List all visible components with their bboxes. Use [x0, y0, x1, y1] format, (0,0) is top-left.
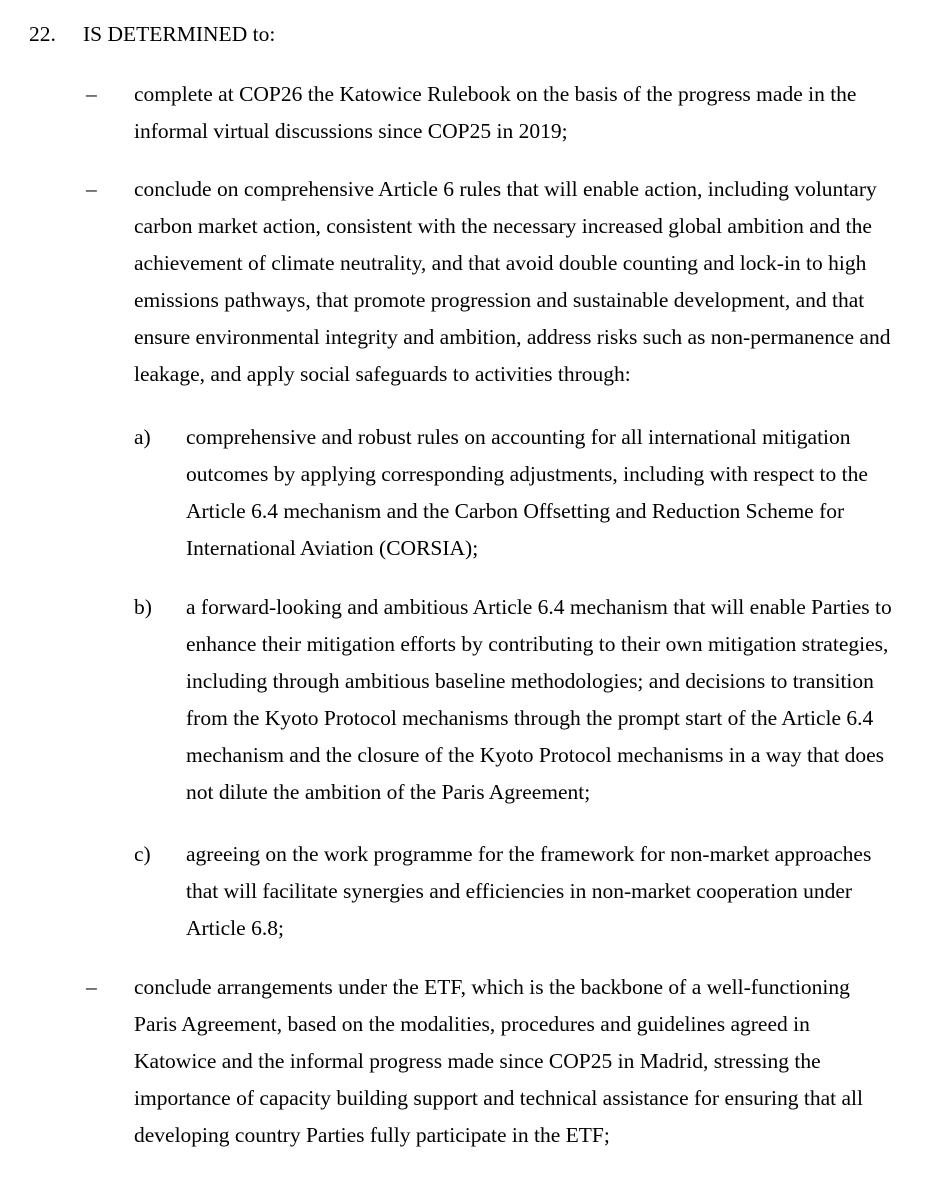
dash-marker: – [86, 177, 97, 201]
text-line: from the Kyoto Protocol mechanisms through the prompt start of the Article 6.4 [186, 706, 874, 730]
dash-item-text [134, 171, 924, 393]
text-line: developing country Parties fully participate in the ETF; [134, 1123, 610, 1147]
dash-marker: – [86, 975, 97, 999]
text-line: carbon market action, consistent with the necessary increased global ambition and the [134, 214, 872, 238]
text-line: Article 6.8; [186, 916, 284, 940]
paragraph-heading [29, 16, 275, 53]
text-line: agreeing on the work programme for the framework for non-market approaches [186, 842, 872, 866]
text-line: informal virtual discussions since COP25 in 2019; [134, 119, 568, 143]
sub-item-text [186, 419, 924, 567]
dash-item-text [134, 76, 924, 150]
text-line: mechanism and the closure of the Kyoto Protocol mechanisms in a way that does [186, 743, 884, 767]
text-line: Paris Agreement, based on the modalities, procedures and guidelines agreed in [134, 1012, 810, 1036]
text-line: enhance their mitigation efforts by contributing to their own mitigation strategies, [186, 632, 889, 656]
text-line: that will facilitate synergies and efficiencies in non-market cooperation under [186, 879, 853, 903]
text-line: ensure environmental integrity and ambition, address risks such as non-permanence and [134, 325, 891, 349]
text-line: International Aviation (CORSIA); [186, 536, 479, 560]
paragraph-number: 22. [29, 22, 56, 46]
dash-marker: – [86, 82, 97, 106]
sub-item-letter: c) [134, 842, 151, 866]
text-line: Katowice and the informal progress made since COP25 in Madrid, stressing the [134, 1049, 821, 1073]
paragraph-heading-text: IS DETERMINED to: [83, 22, 276, 46]
sub-item-text [186, 589, 924, 811]
text-line: conclude arrangements under the ETF, which is the backbone of a well-functioning [134, 975, 850, 999]
text-line: a forward-looking and ambitious Article 6.4 mechanism that will enable Parties to [186, 595, 892, 619]
text-line: conclude on comprehensive Article 6 rules that will enable action, including voluntary [134, 177, 877, 201]
text-line: comprehensive and robust rules on accounting for all international mitigation [186, 425, 851, 449]
text-line: importance of capacity building support and technical assistance for ensuring that all [134, 1086, 863, 1110]
text-line: leakage, and apply social safeguards to activities through: [134, 362, 631, 386]
dash-item-text [134, 969, 924, 1154]
text-line: complete at COP26 the Katowice Rulebook on the basis of the progress made in the [134, 82, 857, 106]
text-line: Article 6.4 mechanism and the Carbon Offsetting and Reduction Scheme for [186, 499, 845, 523]
text-line: outcomes by applying corresponding adjustments, including with respect to the [186, 462, 868, 486]
text-line: not dilute the ambition of the Paris Agreement; [186, 780, 591, 804]
sub-item-text [186, 836, 924, 947]
text-line: emissions pathways, that promote progression and sustainable development, and that [134, 288, 865, 312]
sub-item-letter: b) [134, 595, 152, 619]
text-line: including through ambitious baseline methodologies; and decisions to transition [186, 669, 874, 693]
sub-item-letter: a) [134, 425, 151, 449]
text-line: achievement of climate neutrality, and that avoid double counting and lock-in to high [134, 251, 867, 275]
